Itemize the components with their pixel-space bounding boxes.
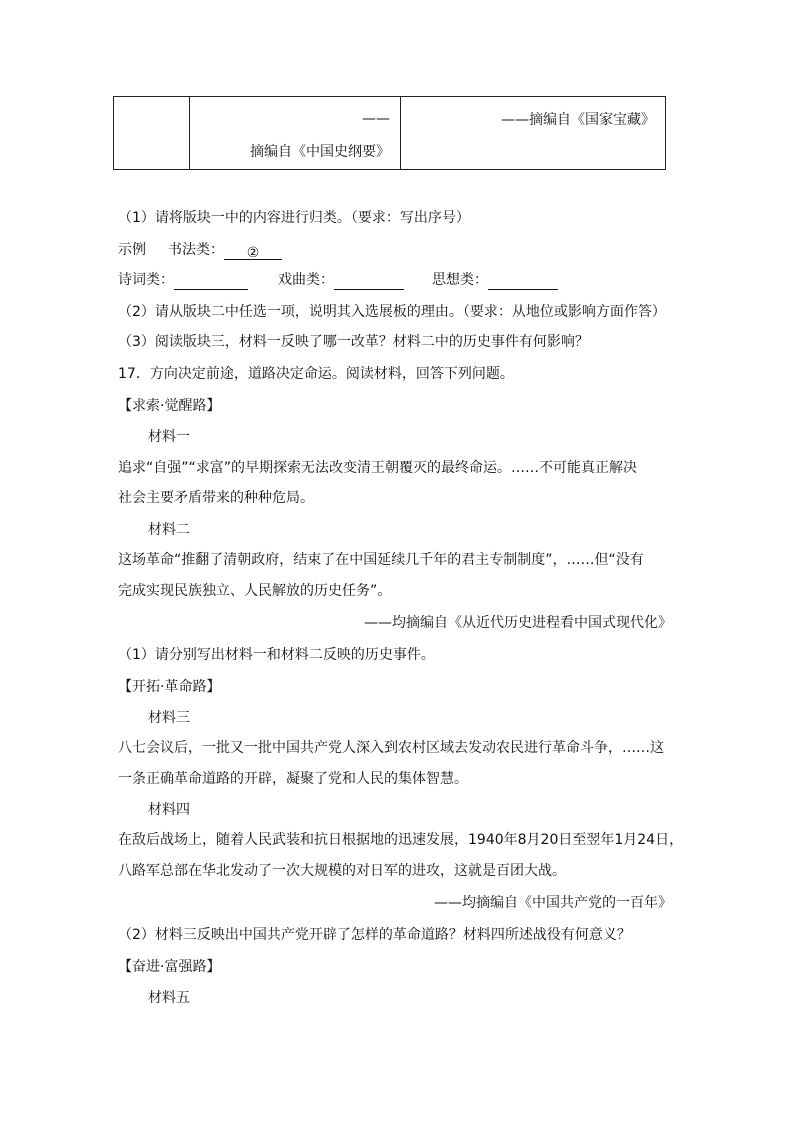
source-citation-4: ——均摘编自《中国共产党的一百年》: [434, 895, 672, 911]
source-table: [113, 96, 666, 170]
source-dash: ——: [362, 111, 390, 127]
example-label: 示例: [118, 242, 146, 258]
category-opera: 戏曲类：: [278, 272, 334, 288]
category-blanks: [118, 270, 558, 290]
material-4-title: 材料四: [148, 802, 190, 818]
question-17-2: （2）材料三反映出中国共产党开辟了怎样的革命道路？材料四所述战役有何意义？: [118, 927, 631, 943]
opera-blank[interactable]: [334, 273, 404, 290]
source-citation-1: 摘编自《中国史纲要》: [250, 144, 390, 160]
material-2-line-2: 完成实现民族独立、人民解放的历史任务”。: [118, 583, 392, 599]
thought-blank[interactable]: [488, 273, 558, 290]
table-cell-source-2: [401, 97, 666, 170]
material-4-line-1: 在敌后战场上，随着人民武装和抗日根据地的迅速发展，1940年8月20日至翌年1月24日，: [118, 832, 684, 848]
material-1-line-1: 追求“自强”“求富”的早期探索无法改变清王朝覆灭的最终命运。……不可能真正解决: [118, 460, 638, 476]
material-4-line-2: 八路军总部在华北发动了一次大规模的对日军的进攻，这就是百团大战。: [118, 863, 566, 879]
section-heading-2: 【开拓·革命路】: [118, 679, 221, 695]
question-1: （1）请将版块一中的内容进行归类。（要求：写出序号）: [118, 210, 470, 226]
poetry-blank[interactable]: [174, 273, 248, 290]
category-thought: 思想类：: [432, 272, 488, 288]
material-2-line-1: 这场革命“推翻了清朝政府，结束了在中国延续几千年的君主专制制度”，……但“没有: [118, 552, 644, 568]
material-3-line-1: 八七会议后，一批又一批中国共产党人深入到农村区域去发动农民进行革命斗争，……这: [118, 740, 664, 756]
example-line: [118, 240, 282, 260]
question-17-1: （1）请分别写出材料一和材料二反映的历史事件。: [118, 647, 435, 663]
material-1-line-2: 社会主要矛盾带来的种种危局。: [118, 490, 314, 506]
question-3: （3）阅读版块三，材料一反映了哪一改革？材料二中的历史事件有何影响？: [118, 334, 589, 350]
material-5-title: 材料五: [148, 990, 190, 1006]
material-3-line-2: 一条正确革命道路的开辟，凝聚了党和人民的集体智慧。: [118, 771, 468, 787]
example-answer: ②: [224, 243, 282, 260]
table-cell-source-1: [190, 97, 401, 170]
section-heading-3: 【奋进·富强路】: [118, 959, 221, 975]
material-3-title: 材料三: [148, 710, 190, 726]
source-citation-2: ——摘编自《国家宝藏》: [501, 112, 655, 128]
table-cell-empty: [114, 97, 190, 170]
material-2-title: 材料二: [148, 522, 190, 538]
question-2: （2）请从版块二中任选一项，说明其入选展板的理由。（要求：从地位或影响方面作答）: [118, 304, 666, 320]
source-citation-3: ——均摘编自《从近代历史进程看中国式现代化》: [364, 615, 672, 631]
material-1-title: 材料一: [148, 429, 190, 445]
example-category: 书法类：: [168, 242, 224, 258]
question-17-stem: 17．方向决定前途，道路决定命运。阅读材料，回答下列问题。: [118, 366, 514, 382]
section-heading-1: 【求索·觉醒路】: [118, 398, 221, 414]
category-poetry: 诗词类：: [118, 272, 174, 288]
